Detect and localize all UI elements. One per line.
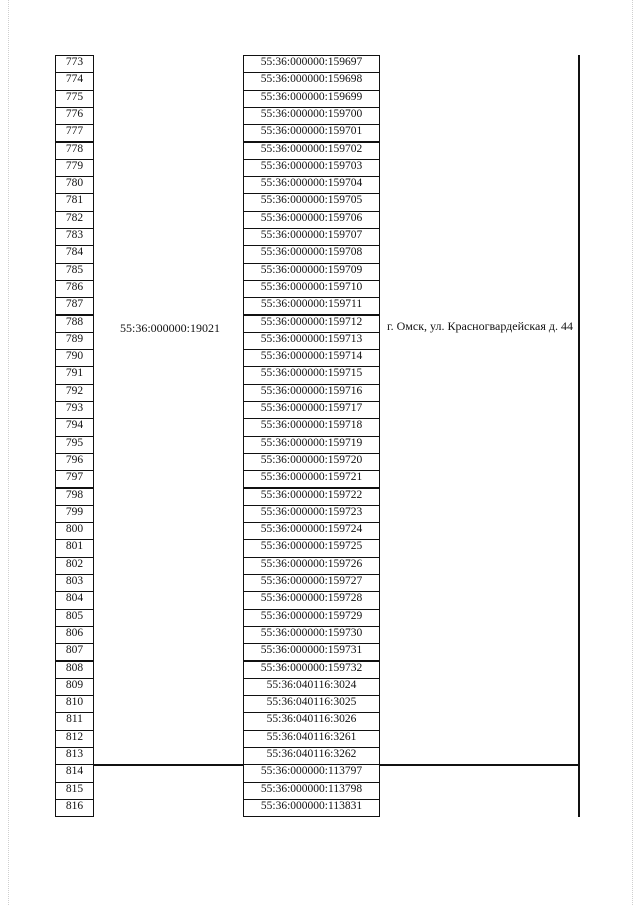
cadastral-number-cell: 55:36:040116:3262 [243, 747, 380, 765]
row-number: 776 [55, 107, 94, 125]
cadastral-number-cell: 55:36:000000:159708 [243, 245, 380, 263]
cadastral-number-cell: 55:36:000000:159727 [243, 574, 380, 592]
row-number: 814 [55, 764, 94, 782]
row-number: 802 [55, 557, 94, 575]
cadastral-number-cell: 55:36:000000:159732 [243, 661, 380, 679]
cadastral-number-cell: 55:36:040116:3025 [243, 695, 380, 713]
cadastral-number-cell: 55:36:000000:159701 [243, 124, 380, 142]
cadastral-number-cell: 55:36:000000:159713 [243, 332, 380, 350]
row-number: 810 [55, 695, 94, 713]
cadastral-number-cell: 55:36:000000:159718 [243, 418, 380, 436]
row-number: 785 [55, 263, 94, 281]
row-number: 790 [55, 349, 94, 367]
row-number: 786 [55, 280, 94, 298]
row-number: 800 [55, 522, 94, 540]
row-number: 805 [55, 609, 94, 627]
cadastral-number-cell: 55:36:000000:159728 [243, 591, 380, 609]
cadastral-number-cell: 55:36:000000:159704 [243, 176, 380, 194]
row-number: 792 [55, 384, 94, 402]
cadastral-number-cell: 55:36:000000:159730 [243, 626, 380, 644]
row-number: 781 [55, 193, 94, 211]
cadastral-number-cell: 55:36:000000:159731 [243, 643, 380, 661]
cadastral-number-cell: 55:36:000000:159710 [243, 280, 380, 298]
cadastral-number-cell: 55:36:000000:113831 [243, 799, 380, 817]
row-number: 789 [55, 332, 94, 350]
row-number: 815 [55, 782, 94, 800]
row-number: 794 [55, 418, 94, 436]
cadastral-number-cell: 55:36:000000:159697 [243, 55, 380, 73]
cadastral-number-cell: 55:36:000000:159711 [243, 297, 380, 315]
table-right-border [578, 55, 580, 817]
cadastral-number-cell: 55:36:000000:159707 [243, 228, 380, 246]
row-number: 809 [55, 678, 94, 696]
row-number: 778 [55, 142, 94, 160]
row-number: 812 [55, 730, 94, 748]
row-number: 793 [55, 401, 94, 419]
row-number: 798 [55, 488, 94, 506]
row-number: 777 [55, 124, 94, 142]
row-number: 801 [55, 539, 94, 557]
cadastral-number-cell: 55:36:000000:159729 [243, 609, 380, 627]
cadastral-number-cell: 55:36:000000:159699 [243, 90, 380, 108]
row-number: 783 [55, 228, 94, 246]
parent-cadastral-number: 55:36:000000:19021 [119, 321, 220, 335]
cadastral-number-cell: 55:36:040116:3261 [243, 730, 380, 748]
row-number: 782 [55, 211, 94, 229]
cadastral-number-cell: 55:36:000000:159705 [243, 193, 380, 211]
row-number: 788 [55, 315, 94, 333]
cadastral-number-cell: 55:36:000000:159717 [243, 401, 380, 419]
scan-edge-right [632, 0, 634, 905]
row-number: 811 [55, 712, 94, 730]
row-number: 799 [55, 505, 94, 523]
cadastral-number-cell: 55:36:000000:159720 [243, 453, 380, 471]
cadastral-number-cell: 55:36:000000:159725 [243, 539, 380, 557]
cadastral-number-cell: 55:36:000000:159702 [243, 142, 380, 160]
cadastral-number-cell: 55:36:040116:3026 [243, 712, 380, 730]
cadastral-number-cell: 55:36:000000:159721 [243, 470, 380, 488]
group-separator-right [380, 764, 580, 766]
row-number: 813 [55, 747, 94, 765]
cadastral-number-cell: 55:36:000000:159726 [243, 557, 380, 575]
group-separator-left [94, 764, 243, 766]
row-number: 803 [55, 574, 94, 592]
row-number: 795 [55, 436, 94, 454]
cadastral-number-cell: 55:36:000000:113797 [243, 764, 380, 782]
row-number: 807 [55, 643, 94, 661]
cadastral-number-cell: 55:36:000000:159698 [243, 72, 380, 90]
cadastral-number-cell: 55:36:000000:159722 [243, 488, 380, 506]
row-number: 775 [55, 90, 94, 108]
cadastral-number-cell: 55:36:040116:3024 [243, 678, 380, 696]
row-number: 787 [55, 297, 94, 315]
row-number: 774 [55, 72, 94, 90]
cadastral-number-cell: 55:36:000000:159716 [243, 384, 380, 402]
scan-edge-left [8, 0, 10, 905]
row-number: 784 [55, 245, 94, 263]
row-number: 796 [55, 453, 94, 471]
row-number: 779 [55, 159, 94, 177]
address-cell: г. Омск, ул. Красногвардейская д. 44 [387, 319, 573, 333]
row-number: 804 [55, 591, 94, 609]
cadastral-number-cell: 55:36:000000:159719 [243, 436, 380, 454]
cadastral-number-cell: 55:36:000000:113798 [243, 782, 380, 800]
cadastral-number-cell: 55:36:000000:159706 [243, 211, 380, 229]
cadastral-number-cell: 55:36:000000:159724 [243, 522, 380, 540]
row-number: 808 [55, 661, 94, 679]
row-number: 780 [55, 176, 94, 194]
row-number: 806 [55, 626, 94, 644]
cadastral-number-cell: 55:36:000000:159700 [243, 107, 380, 125]
row-number: 797 [55, 470, 94, 488]
cadastral-number-cell: 55:36:000000:159714 [243, 349, 380, 367]
row-number: 791 [55, 366, 94, 384]
cadastral-number-cell: 55:36:000000:159703 [243, 159, 380, 177]
cadastral-number-cell: 55:36:000000:159723 [243, 505, 380, 523]
row-number: 816 [55, 799, 94, 817]
row-number: 773 [55, 55, 94, 73]
cadastral-number-cell: 55:36:000000:159712 [243, 315, 380, 333]
cadastral-number-cell: 55:36:000000:159715 [243, 366, 380, 384]
cadastral-number-cell: 55:36:000000:159709 [243, 263, 380, 281]
